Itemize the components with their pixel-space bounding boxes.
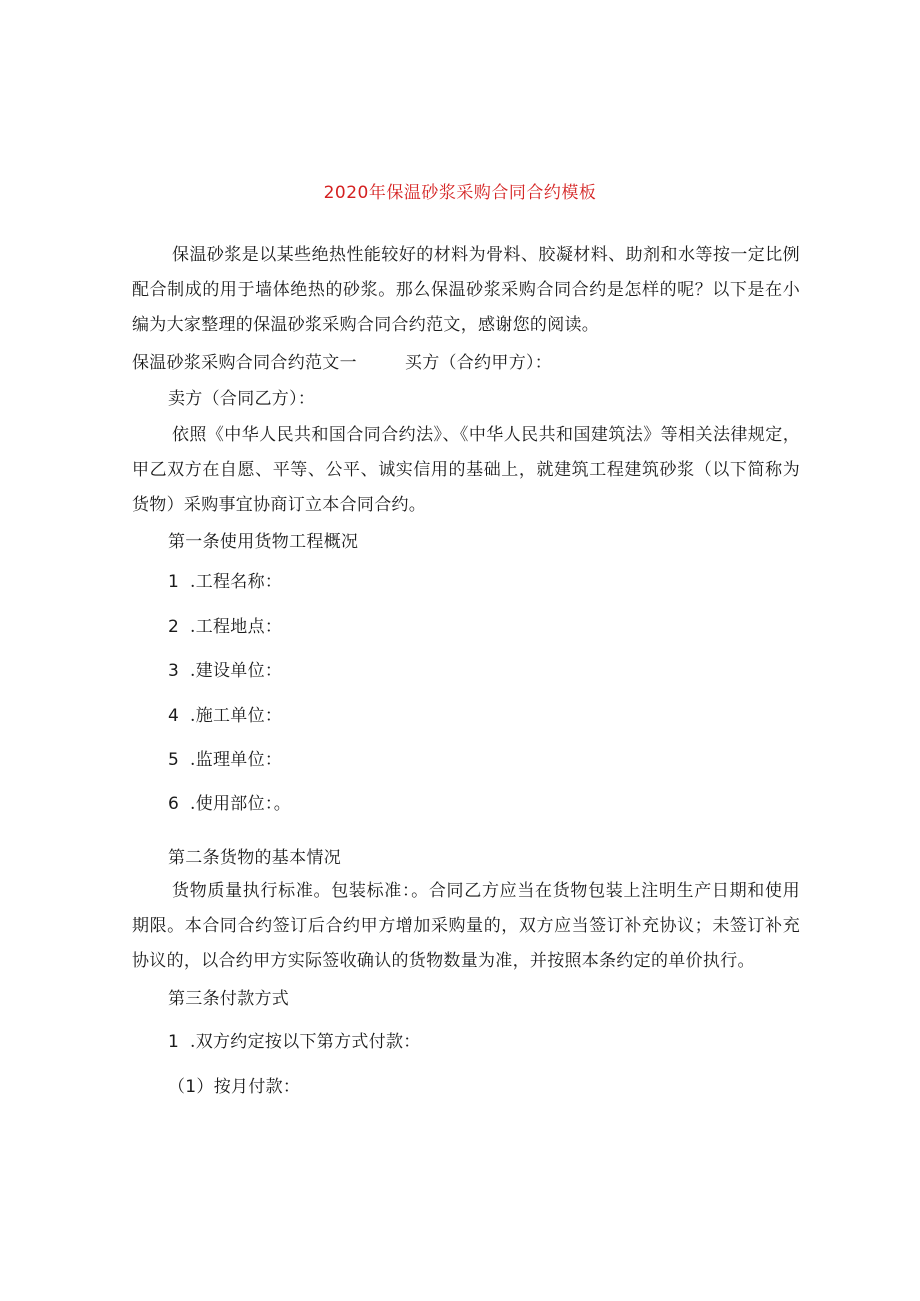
sample-heading-line bbox=[132, 351, 552, 375]
item-number: 2 bbox=[168, 617, 180, 637]
item-number: 5 bbox=[168, 750, 180, 770]
article3-heading: 第三条付款方式 bbox=[168, 989, 290, 1009]
article1-item-4 bbox=[168, 704, 282, 728]
intro-paragraph: 保温砂浆是以某些绝热性能较好的材料为骨料、胶凝材料、助剂和水等按一定比例配合制成的用于墙体绝热的砂浆。那么保温砂浆采购合同合约是怎样的呢？以下是在小编为大家整理的保温砂浆采购合同合约范文，感谢您的阅读。 bbox=[132, 245, 800, 335]
item-text: .建设单位： bbox=[190, 661, 283, 681]
article3-subitem-1 bbox=[168, 1075, 300, 1099]
item-text: .双方约定按以下第方式付款： bbox=[190, 1032, 421, 1052]
article1-item-5 bbox=[168, 748, 282, 772]
seller-label: 卖方（合同乙方）： bbox=[168, 389, 316, 409]
item-number: 6 bbox=[168, 794, 180, 814]
item-number: 1 bbox=[168, 1032, 180, 1052]
item-text: .工程名称： bbox=[190, 572, 283, 592]
law-paragraph: 依照《中华人民共和国合同合约法》、《中华人民共和国建筑法》等相关法律规定，甲乙双方在自愿、平等、公平、诚实信用的基础上，就建筑工程建筑砂浆（以下简称为货物）采购事宜协商订立本合同合约。 bbox=[132, 425, 800, 515]
item-text: .监理单位： bbox=[190, 750, 283, 770]
article2-paragraph: 货物质量执行标准。包装标准：。合同乙方应当在货物包装上注明生产日期和使用期限。本合同合约签订后合约甲方增加采购量的，双方应当签订补充协议；未签订补充协议的，以合约甲方实际签收确认的货物数量为准，并按照本条约定的单价执行。 bbox=[132, 881, 800, 971]
item-text: .施工单位： bbox=[190, 706, 283, 726]
article1-heading: 第一条使用货物工程概况 bbox=[168, 532, 359, 552]
sample-heading: 保温砂浆采购合同合约范文一 bbox=[132, 353, 357, 373]
item-text: .使用部位：。 bbox=[190, 794, 292, 814]
subitem-number: （1） bbox=[168, 1077, 214, 1097]
article3-item-1 bbox=[168, 1030, 421, 1054]
subitem-text: 按月付款： bbox=[213, 1077, 301, 1097]
article1-item-1 bbox=[168, 570, 282, 594]
item-number: 4 bbox=[168, 706, 180, 726]
item-text: .工程地点： bbox=[190, 617, 283, 637]
buyer-label: 买方（合约甲方）： bbox=[404, 353, 553, 373]
article1-item-3 bbox=[168, 659, 282, 683]
item-number: 3 bbox=[168, 661, 180, 681]
item-number: 1 bbox=[168, 572, 180, 592]
article1-item-6 bbox=[168, 792, 291, 816]
article1-item-2 bbox=[168, 615, 282, 639]
document-title: 2020年保温砂浆采购合同合约模板 bbox=[323, 183, 597, 203]
article2-heading: 第二条货物的基本情况 bbox=[168, 848, 341, 868]
